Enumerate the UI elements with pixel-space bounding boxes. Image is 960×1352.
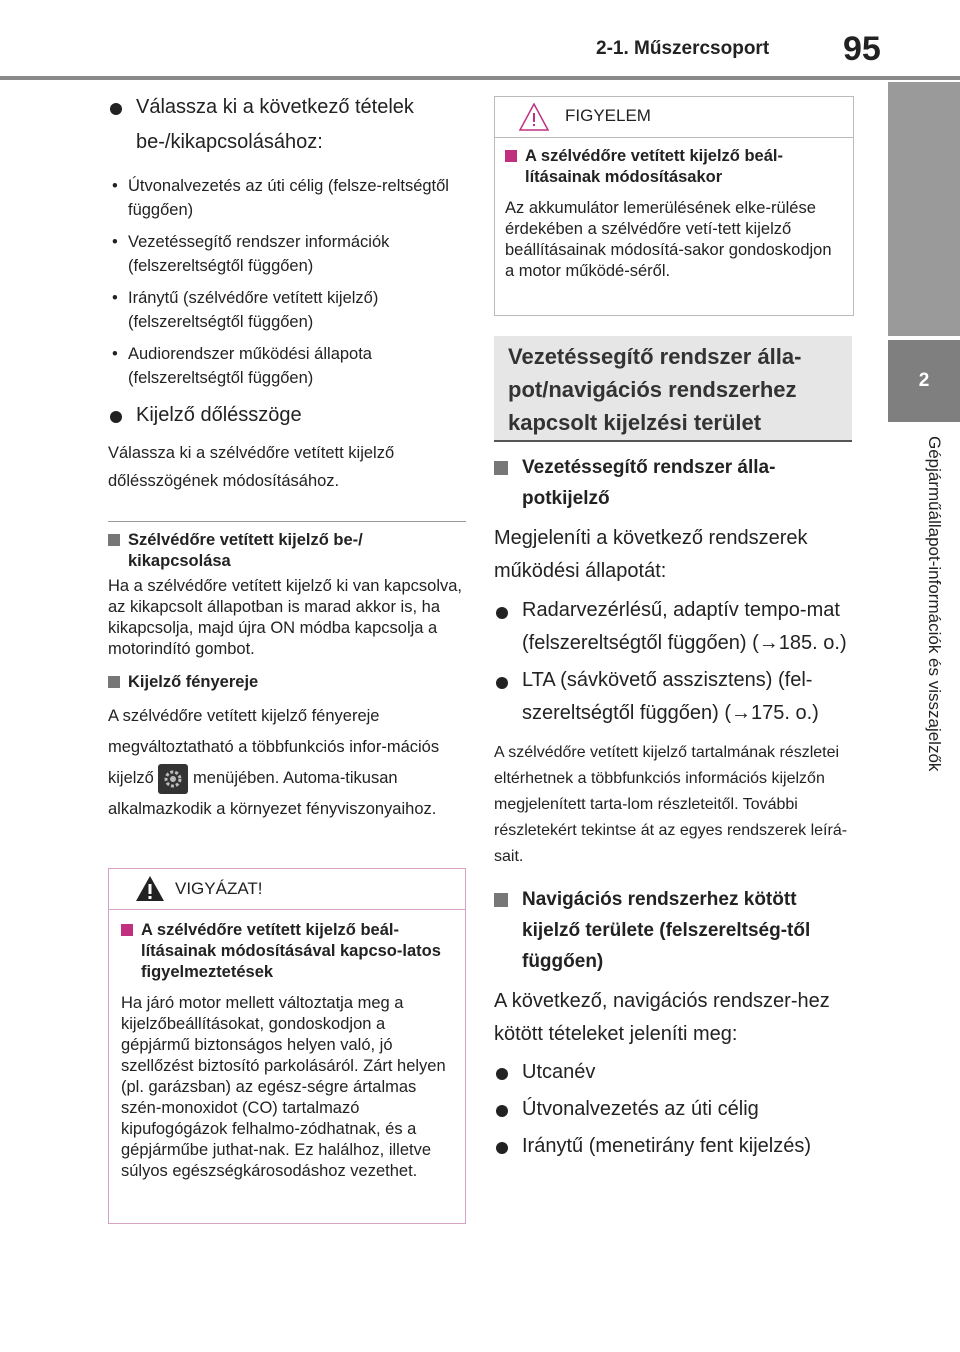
subsection-heading: Szélvédőre vetített kijelző be-/ kikapcsolása (108, 530, 466, 572)
paragraph: Megjeleníti a következő rendszerek működési állapotát: (494, 527, 808, 582)
section-heading-block (494, 336, 852, 442)
warning-heading: A szélvédőre vetített kijelző beál-lításainak módosításával kapcso-latos figyelmeztetések (121, 920, 453, 983)
bullet-item: Utcanév (494, 1055, 854, 1090)
bullet-dot-icon (496, 607, 508, 619)
paragraph: Ha a szélvédőre vetített kijelző ki van kapcsolva, az kikapcsolt állapotban is marad akkor is, ha kikapcsolja, majd újra ON módba kapcsolja a motorindító gombot. (108, 577, 463, 658)
square-bullet-icon (108, 534, 120, 546)
subsection-heading: Vezetéssegítő rendszer álla-potkijelző (494, 452, 854, 514)
notice-box (494, 96, 854, 316)
bullet-dot-icon (496, 1105, 508, 1117)
caution-triangle-icon (519, 103, 549, 131)
notice-title: FIGYELEM (565, 106, 651, 125)
section-heading: Vezetéssegítő rendszer álla-pot/navigációs rendszerhez kapcsolt kijelzési terület (508, 344, 802, 435)
square-bullet-icon (505, 150, 517, 162)
notice-header (495, 97, 853, 138)
left-column (108, 90, 466, 825)
paragraph: Válassza ki a szélvédőre vetített kijelző dőlésszögének módosításához. (108, 444, 395, 490)
bullet-item: Kijelző dőlésszöge (108, 398, 466, 433)
warning-text: Ha járó motor mellett változtatja meg a kijelzőbeállításokat, gondoskodjon a gépjármű biztonságos helyen való, jó szellőzést biztosító parkolásáról. Zárt helyen (pl. garázsban) az egész-ségre ártalmas szén-monoxidot (CO) tartalmazó kipufogógázok felhalmo-zódhatnak, és a gépjárműbe juthat-nak. Ez halálhoz, illetve súlyos egészségkárosodáshoz vezethet. (121, 994, 446, 1180)
bullet-item: Iránytű (menetirány fent kijelzés) (494, 1129, 854, 1164)
subsection-heading: Kijelző fényereje (108, 672, 466, 693)
square-bullet-icon (494, 461, 508, 475)
subsection-heading: Navigációs rendszerhez kötött kijelző területe (felszereltség-től függően) (494, 884, 854, 977)
bullet-dot-icon (496, 1142, 508, 1154)
bullet-dot-icon (110, 103, 122, 115)
chapter-tab: 2 (888, 340, 960, 422)
square-bullet-icon (108, 676, 120, 688)
square-bullet-icon (494, 893, 508, 907)
bullet-item: Radarvezérlésű, adaptív tempo-mat (felszereltségtől függően) (→185. o.) (494, 594, 854, 660)
section-title: 2-1. Műszercsoport (596, 38, 770, 59)
notice-heading: A szélvédőre vetített kijelző beál-lításainak módosításakor (505, 146, 843, 188)
paragraph: A szélvédőre vetített kijelző fényereje megváltoztatható a többfunkciós infor-mációs kijelző menüjében. Automa-tikusan alkalmazkodik a környezet fényviszonyaihoz. (108, 707, 440, 818)
bullet-dot-icon (496, 677, 508, 689)
warning-title: VIGYÁZAT! (175, 879, 263, 898)
notice-text: Az akkumulátor lemerülésének elke-rülése érdekében a szélvédőre vetí-tett kijelző beállításainak módosítá-sakor gondoskodjon a motor működé-séről. (505, 199, 832, 280)
header-rule (0, 76, 960, 80)
sub-item: • Audiorendszer működési állapota (felszereltségtől függően) (112, 345, 372, 387)
chapter-label: Gépjárműállapot-információk és visszajelzők (925, 436, 944, 772)
bullet-dot-icon (496, 1068, 508, 1080)
warning-box (108, 868, 466, 1224)
bullet-dot-icon (110, 411, 122, 423)
note-paragraph: A szélvédőre vetített kijelző tartalmának részletei eltérhetnek a többfunkciós információs kijelzőn megjelenített tarta-lom részleteitől. További részletekért tekintse át az egyes rendszerek leírá-sait. (494, 744, 848, 865)
paragraph: A következő, navigációs rendszer-hez kötött tételeket jeleníti meg: (494, 990, 830, 1045)
right-column (494, 452, 854, 1164)
page-number: 95 (843, 30, 881, 68)
warning-header (109, 869, 465, 910)
sub-item: • Útvonalvezetés az úti célig (felsze-reltségtől függően) (112, 177, 449, 219)
sub-item: • Iránytű (szélvédőre vetített kijelző) (felszereltségtől függően) (112, 289, 379, 331)
bullet-item: LTA (sávkövető asszisztens) (fel-szereltségtől függően) (→175. o.) (494, 664, 854, 730)
warning-triangle-icon (135, 875, 165, 902)
settings-gear-icon (158, 764, 188, 794)
bullet-item: Válassza ki a következő tételek be-/kikapcsolásához: (108, 90, 466, 160)
sub-item: • Vezetéssegítő rendszer információk (felszereltségtől függően) (112, 233, 390, 275)
divider (108, 495, 466, 522)
bullet-item: Útvonalvezetés az úti célig (494, 1092, 854, 1127)
square-bullet-icon (121, 924, 133, 936)
side-bar (888, 82, 960, 336)
